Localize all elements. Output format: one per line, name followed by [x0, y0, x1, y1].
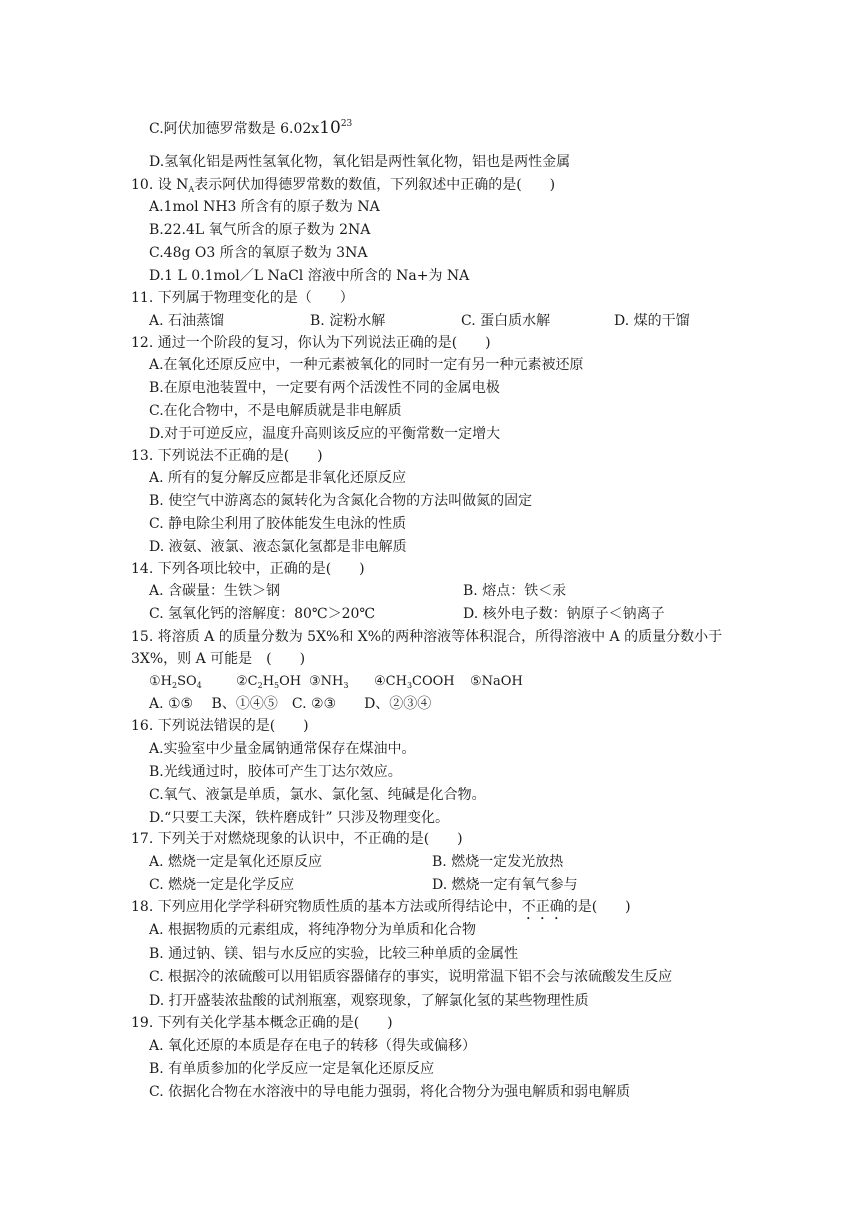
- q14-option-a: A. 含碳量：生铁＞钢: [149, 583, 281, 599]
- q14-option-b: B. 熔点：铁＜汞: [463, 583, 567, 599]
- q18-option-c: C. 根据冷的浓硫酸可以用铝质容器储存的事实，说明常温下铝不会与浓硫酸发生反应: [149, 969, 673, 985]
- q14-stem: 14. 下列各项比较中，正确的是( ): [131, 561, 365, 577]
- chem-subscript: 2: [172, 681, 178, 690]
- q11-option-c: C. 蛋白质水解: [461, 313, 551, 329]
- q19-option-b: B. 有单质参加的化学反应一定是氧化还原反应: [149, 1061, 435, 1077]
- q17-option-b: B. 燃烧一定发光放热: [432, 854, 564, 870]
- q10-option-b: B.22.4L 氧气所含的原子数为 2NA: [149, 222, 371, 238]
- q15-chem-2: [236, 672, 301, 693]
- q12-option-a: A.在氧化还原反应中，一种元素被氧化的同时一定有另一种元素被还原: [149, 357, 584, 373]
- q15-stem-line2: 3X%，则 A 可能是 ( ): [131, 651, 306, 667]
- q16-stem: 16. 下列说法错误的是( ): [131, 718, 309, 734]
- q13-option-b: B. 使空气中游离态的氮转化为含氮化合物的方法叫做氮的固定: [149, 493, 533, 509]
- q10-stem-post: 表示阿伏加得德罗常数的数值，下列叙述中正确的是( ): [194, 177, 556, 193]
- q13-option-d: D. 液氨、液氯、液态氯化氢都是非电解质: [149, 539, 407, 555]
- q10-stem-sub: A: [188, 185, 195, 194]
- chem-subscript: 3: [343, 681, 349, 690]
- q18-stem-post: 的是( ): [563, 899, 631, 915]
- q18-stem-emphasis: 不正确: [521, 899, 564, 915]
- q14-option-c: C. 氢氧化钙的溶解度：80℃＞20℃: [149, 606, 376, 622]
- chem-subscript: 2: [257, 681, 263, 690]
- chem-text: COOH: [412, 674, 455, 689]
- q16-option-d: D.“只要工夫深，铁杵磨成针” 只涉及物理变化。: [149, 810, 449, 826]
- q16-option-a: A.实验室中少量金属钠通常保存在煤油中。: [149, 741, 416, 757]
- q19-option-a: A. 氧化还原的本质是存在电子的转移（得失或偏移）: [149, 1038, 477, 1054]
- q9-option-c-base: 10: [319, 118, 341, 138]
- q13-stem: 13. 下列说法不正确的是( ): [131, 448, 323, 464]
- q17-option-a: A. 燃烧一定是氧化还原反应: [149, 854, 323, 870]
- chem-text: ②C: [236, 674, 258, 689]
- chem-text: ①H: [149, 674, 172, 689]
- chem-subscript: 3: [406, 681, 413, 690]
- q15-chem-1: [149, 672, 202, 693]
- q17-option-c: C. 燃烧一定是化学反应: [149, 877, 295, 893]
- q17-option-d: D. 燃烧一定有氧气参与: [432, 877, 578, 893]
- q16-option-b: B.光线通过时，胶体可产生丁达尔效应。: [149, 764, 402, 780]
- q10-option-a: A.1mol NH3 所含有的原子数为 NA: [149, 199, 380, 215]
- q13-option-a: A. 所有的复分解反应都是非氧化还原反应: [149, 470, 407, 486]
- q9-option-d: D.氢氧化铝是两性氢氧化物，氧化铝是两性氧化物，铝也是两性金属: [149, 154, 571, 170]
- q11-stem: 11. 下列属于物理变化的是（ ）: [131, 290, 354, 306]
- q12-option-c: C.在化合物中，不是电解质就是非电解质: [149, 403, 402, 419]
- q9-option-c-exponent: 23: [340, 119, 353, 129]
- q14-option-d: D. 核外电子数：钠原子＜钠离子: [463, 606, 665, 622]
- chem-text: OH: [279, 674, 302, 689]
- q17-stem: 17. 下列关于对燃烧现象的认识中，不正确的是( ): [131, 831, 463, 847]
- q13-option-c: C. 静电除尘利用了胶体能发生电泳的性质: [149, 516, 407, 532]
- q16-option-c: C.氧气、液氯是单质，氯水、氯化氢、纯碱是化合物。: [149, 787, 486, 803]
- q15-answers: A. ①⑤ B、①④⑤ C. ②③ D、②③④: [149, 696, 432, 712]
- q10-option-d: D.1 L 0.1mol／L NaCl 溶液中所含的 Na+为 NA: [149, 268, 470, 284]
- q10-stem: [131, 175, 555, 197]
- q11-option-a: A. 石油蒸馏: [149, 313, 225, 329]
- q15-chem-5: ⑤NaOH: [470, 674, 523, 689]
- chem-subscript: 4: [196, 681, 202, 690]
- chem-text: H: [262, 674, 275, 689]
- q15-chem-3: [309, 672, 348, 693]
- q18-option-d: D. 打开盛装浓盐酸的试剂瓶塞，观察现象，了解氯化氢的某些物理性质: [149, 993, 589, 1009]
- q19-stem: 19. 下列有关化学基本概念正确的是( ): [131, 1015, 393, 1031]
- q10-stem-pre: 10. 设 N: [131, 177, 189, 193]
- chem-text: ③NH: [309, 674, 344, 689]
- q9-option-c: [149, 118, 352, 141]
- q11-option-d: D. 煤的干馏: [614, 313, 690, 329]
- q12-stem: 12. 通过一个阶段的复习，你认为下列说法正确的是( ): [131, 335, 491, 351]
- q15-chem-4: [374, 672, 455, 693]
- q19-option-c: C. 依据化合物在水溶液中的导电能力强弱，将化合物分为强电解质和弱电解质: [149, 1084, 631, 1100]
- q18-option-b: B. 通过钠、镁、铝与水反应的实验，比较三种单质的金属性: [149, 946, 519, 962]
- q12-option-d: D.对于可逆反应，温度升高则该反应的平衡常数一定增大: [149, 426, 501, 442]
- q18-option-a: A. 根据物质的元素组成，将纯净物分为单质和化合物: [149, 922, 477, 938]
- q10-option-c: C.48g O3 所含的氧原子数为 3NA: [149, 245, 368, 261]
- chem-text: SO: [177, 674, 197, 689]
- chem-text: ④CH: [374, 674, 407, 689]
- q9-option-c-text: C.阿伏加德罗常数是 6.02x: [149, 121, 320, 137]
- q12-option-b: B.在原电池装置中，一定要有两个活泼性不同的金属电极: [149, 380, 500, 396]
- chem-subscript: 5: [274, 681, 280, 690]
- q18-stem-pre: 18. 下列应用化学学科研究物质性质的基本方法或所得结论中，: [131, 899, 522, 915]
- q11-option-b: B. 淀粉水解: [310, 313, 386, 329]
- q15-stem-line1: 15. 将溶质 A 的质量分数为 5X%和 X%的两种溶液等体积混合，所得溶液中 A 的质量分数小于: [131, 629, 723, 645]
